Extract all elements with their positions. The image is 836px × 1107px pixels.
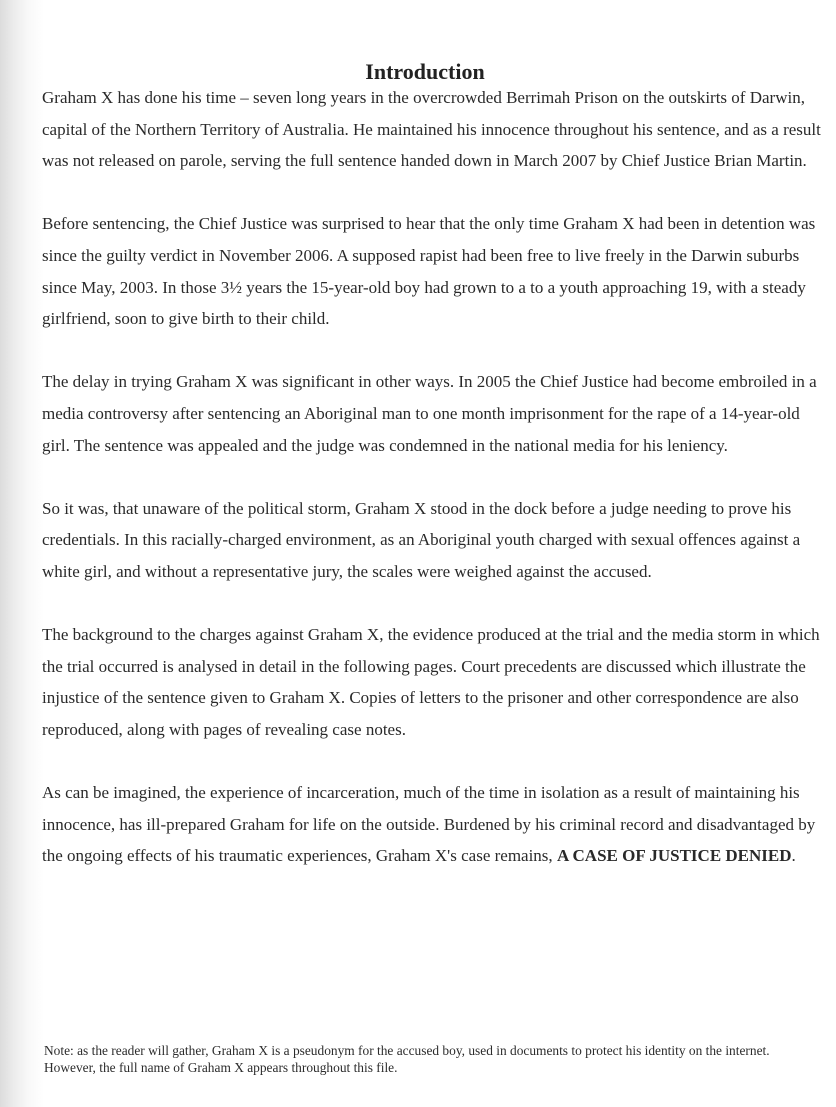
paragraph-4: So it was, that unaware of the political storm, Graham X stood in the dock before a judge needing to prove his credentials. In this racially-charged environment, as an Aboriginal youth charged with sexual offences against a white girl, and without a representative jury, the scales were weighed against the accused. [42, 498, 801, 581]
paragraph-6 [42, 777, 822, 872]
paragraph-6-emphasis: A CASE OF JUSTICE DENIED [556, 846, 792, 866]
page-title: Introduction [365, 59, 485, 84]
paragraph-2: Before sentencing, the Chief Justice was surprised to hear that the only time Graham X had been in detention was since the guilty verdict in November 2006. A supposed rapist had been free to live freely in the Darwin suburbs since May, 2003. In those 3½ years the 15-year-old boy had grown to a to a youth approaching 19, with a steady girlfriend, soon to give birth to their child. [42, 214, 816, 329]
paragraph-1: Graham X has done his time – seven long years in the overcrowded Berrimah Prison on the outskirts of Darwin, capital of the Northern Territory of Australia. He maintained his innocence throughout his sentence, and as a result was not released on parole, serving the full sentence handed down in March 2007 by Chief Justice Brian Martin. [42, 88, 821, 171]
paragraph-6-text: As can be imagined, the experience of incarceration, much of the time in isolation as a result of maintaining his innocence, has ill-prepared Graham for life on the outside. Burdened by his criminal record and disadvantaged by the ongoing effects of his traumatic experiences, Graham X's case remains, [42, 783, 816, 866]
paragraph-5: The background to the charges against Graham X, the evidence produced at the trial and the media storm in which the trial occurred is analysed in detail in the following pages. Court precedents are discussed which illustrate the injustice of the sentence given to Graham X. Copies of letters to the prisoner and other correspondence are also reproduced, along with pages of revealing case notes. [42, 625, 820, 739]
paragraph-6-end: . [791, 846, 796, 866]
footnote: Note: as the reader will gather, Graham X is a pseudonym for the accused boy, used in documents to protect his identity on the internet. However, the full name of Graham X appears throughout this file. [44, 1043, 770, 1075]
paragraph-3: The delay in trying Graham X was significant in other ways. In 2005 the Chief Justice had become embroiled in a media controversy after sentencing an Aboriginal man to one month imprisonment for the rape of a 14-year-old girl. The sentence was appealed and the judge was condemned in the national media for his leniency. [42, 372, 817, 455]
body-text [42, 82, 822, 872]
